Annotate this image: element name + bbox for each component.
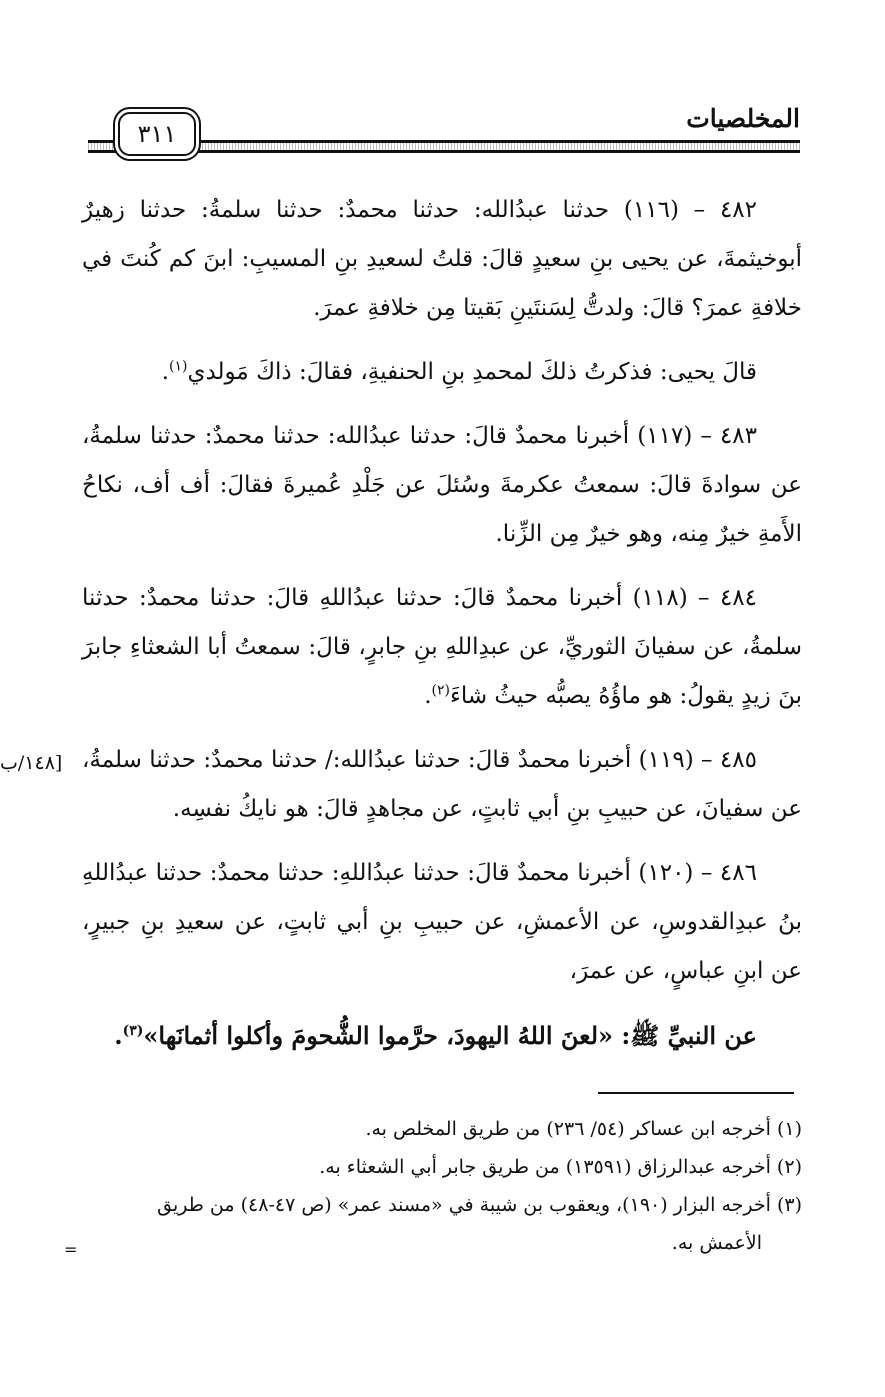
footnote-2: (٢) أخرجه عبدالرزاق (١٣٥٩١) من طريق جابر أبي الشعثاء به. [319, 1156, 802, 1178]
footnote-3 [82, 1188, 802, 1261]
paragraph-486: ٤٨٦ – (١٢٠) أخبرنا محمدٌ قالَ: حدثنا عبدُاللهِ: حدثنا محمدٌ: حدثنا عبدُاللهِ بنُ عبدِالقدوسِ، عن الأعمشِ، عن حبيبِ بنِ أبي ثابتٍ، عن سعيدِ بنِ جبيرٍ، عن ابنِ عباسٍ، عن عمرَ، [82, 860, 802, 984]
footnote-ref-3: (٣) [122, 1023, 144, 1039]
paragraph-482-note: قالَ يحيى: فذكرتُ ذلكَ لمحمدِ بنِ الحنفيةِ، فقالَ: ذاكَ مَولدي$^{(١)}$. [161, 358, 757, 385]
margin-note: [١٤٨/ب [0, 752, 63, 774]
footnotes [82, 1112, 802, 1264]
continuation-mark: = [64, 1240, 78, 1259]
footnote-3-line-2: الأعمش به. [671, 1232, 762, 1254]
paragraph-482: ٤٨٢ – (١١٦) حدثنا عبدُالله: حدثنا محمدٌ: حدثنا سلمةُ: حدثنا زهيرٌ أبوخيثمةَ، عن يحيى بنِ سعيدٍ قالَ: قلتُ لسعيدِ بنِ المسيبِ: ابنَ كم كُنتَ في خلافةِ عمرَ؟ قالَ: ولدتُّ لِسَنتَينِ بَقيتا مِن خلافةِ عمرَ. [82, 197, 802, 321]
book-title: المخلصيات [686, 104, 800, 133]
footnote-ref-2: (٢) [431, 682, 450, 699]
footnote-ref-1: (١) [169, 358, 188, 375]
page-number: ٣١١ [118, 112, 196, 156]
footnote-1: (١) أخرجه ابن عساكر (٥٤/ ٢٣٦) من طريق المخلص به. [365, 1118, 802, 1140]
main-text [82, 186, 802, 1075]
header-rule-left [88, 140, 118, 153]
paragraph-483: ٤٨٣ – (١١٧) أخبرنا محمدٌ قالَ: حدثنا عبدُالله: حدثنا محمدٌ: حدثنا سلمةُ، عن سوادةَ قالَ: سمعتُ عكرمةَ وسُئلَ عن جَلْدِ عُميرةَ فقالَ: أف أف، نكاحُ الأَمةِ خيرٌ مِنه، وهو خيرٌ مِن الزِّنا. [82, 423, 802, 547]
paragraph-484: ٤٨٤ – (١١٨) أخبرنا محمدٌ قالَ: حدثنا عبدُاللهِ قالَ: حدثنا محمدٌ: حدثنا سلمةُ، عن سفيانَ الثوريِّ، عن عبدِاللهِ بنِ جابرٍ، قالَ: سمعتُ أبا الشعثاءِ جابرَ بنَ زيدٍ يقولُ: هو ماؤُهُ يصبُّه حيثُ شاءَ$^{(٢)}$. [82, 585, 802, 709]
paragraph-486-hadith: عن النبيِّ ﷺ: «لعنَ اللهُ اليهودَ، حرَّموا الشُّحومَ وأكلوا أثمانَها»$^{(٣)}$. [114, 1021, 757, 1050]
page-header [88, 104, 800, 164]
footnote-3-line-1: (٣) أخرجه البزار (١٩٠)، ويعقوب بن شيبة في «مسند عمر» (ص ٤٧-٤٨) من طريق [157, 1194, 802, 1216]
footnote-separator [598, 1092, 794, 1094]
paragraph-485: ٤٨٥ – (١١٩) أخبرنا محمدٌ قالَ: حدثنا عبدُالله:/ حدثنا محمدٌ: حدثنا سلمةُ، عن سفيانَ، عن حبيبِ بنِ أبي ثابتٍ، عن مجاهدٍ قالَ: هو نايكُ نفسِه. [82, 747, 802, 822]
header-rule [196, 140, 800, 153]
